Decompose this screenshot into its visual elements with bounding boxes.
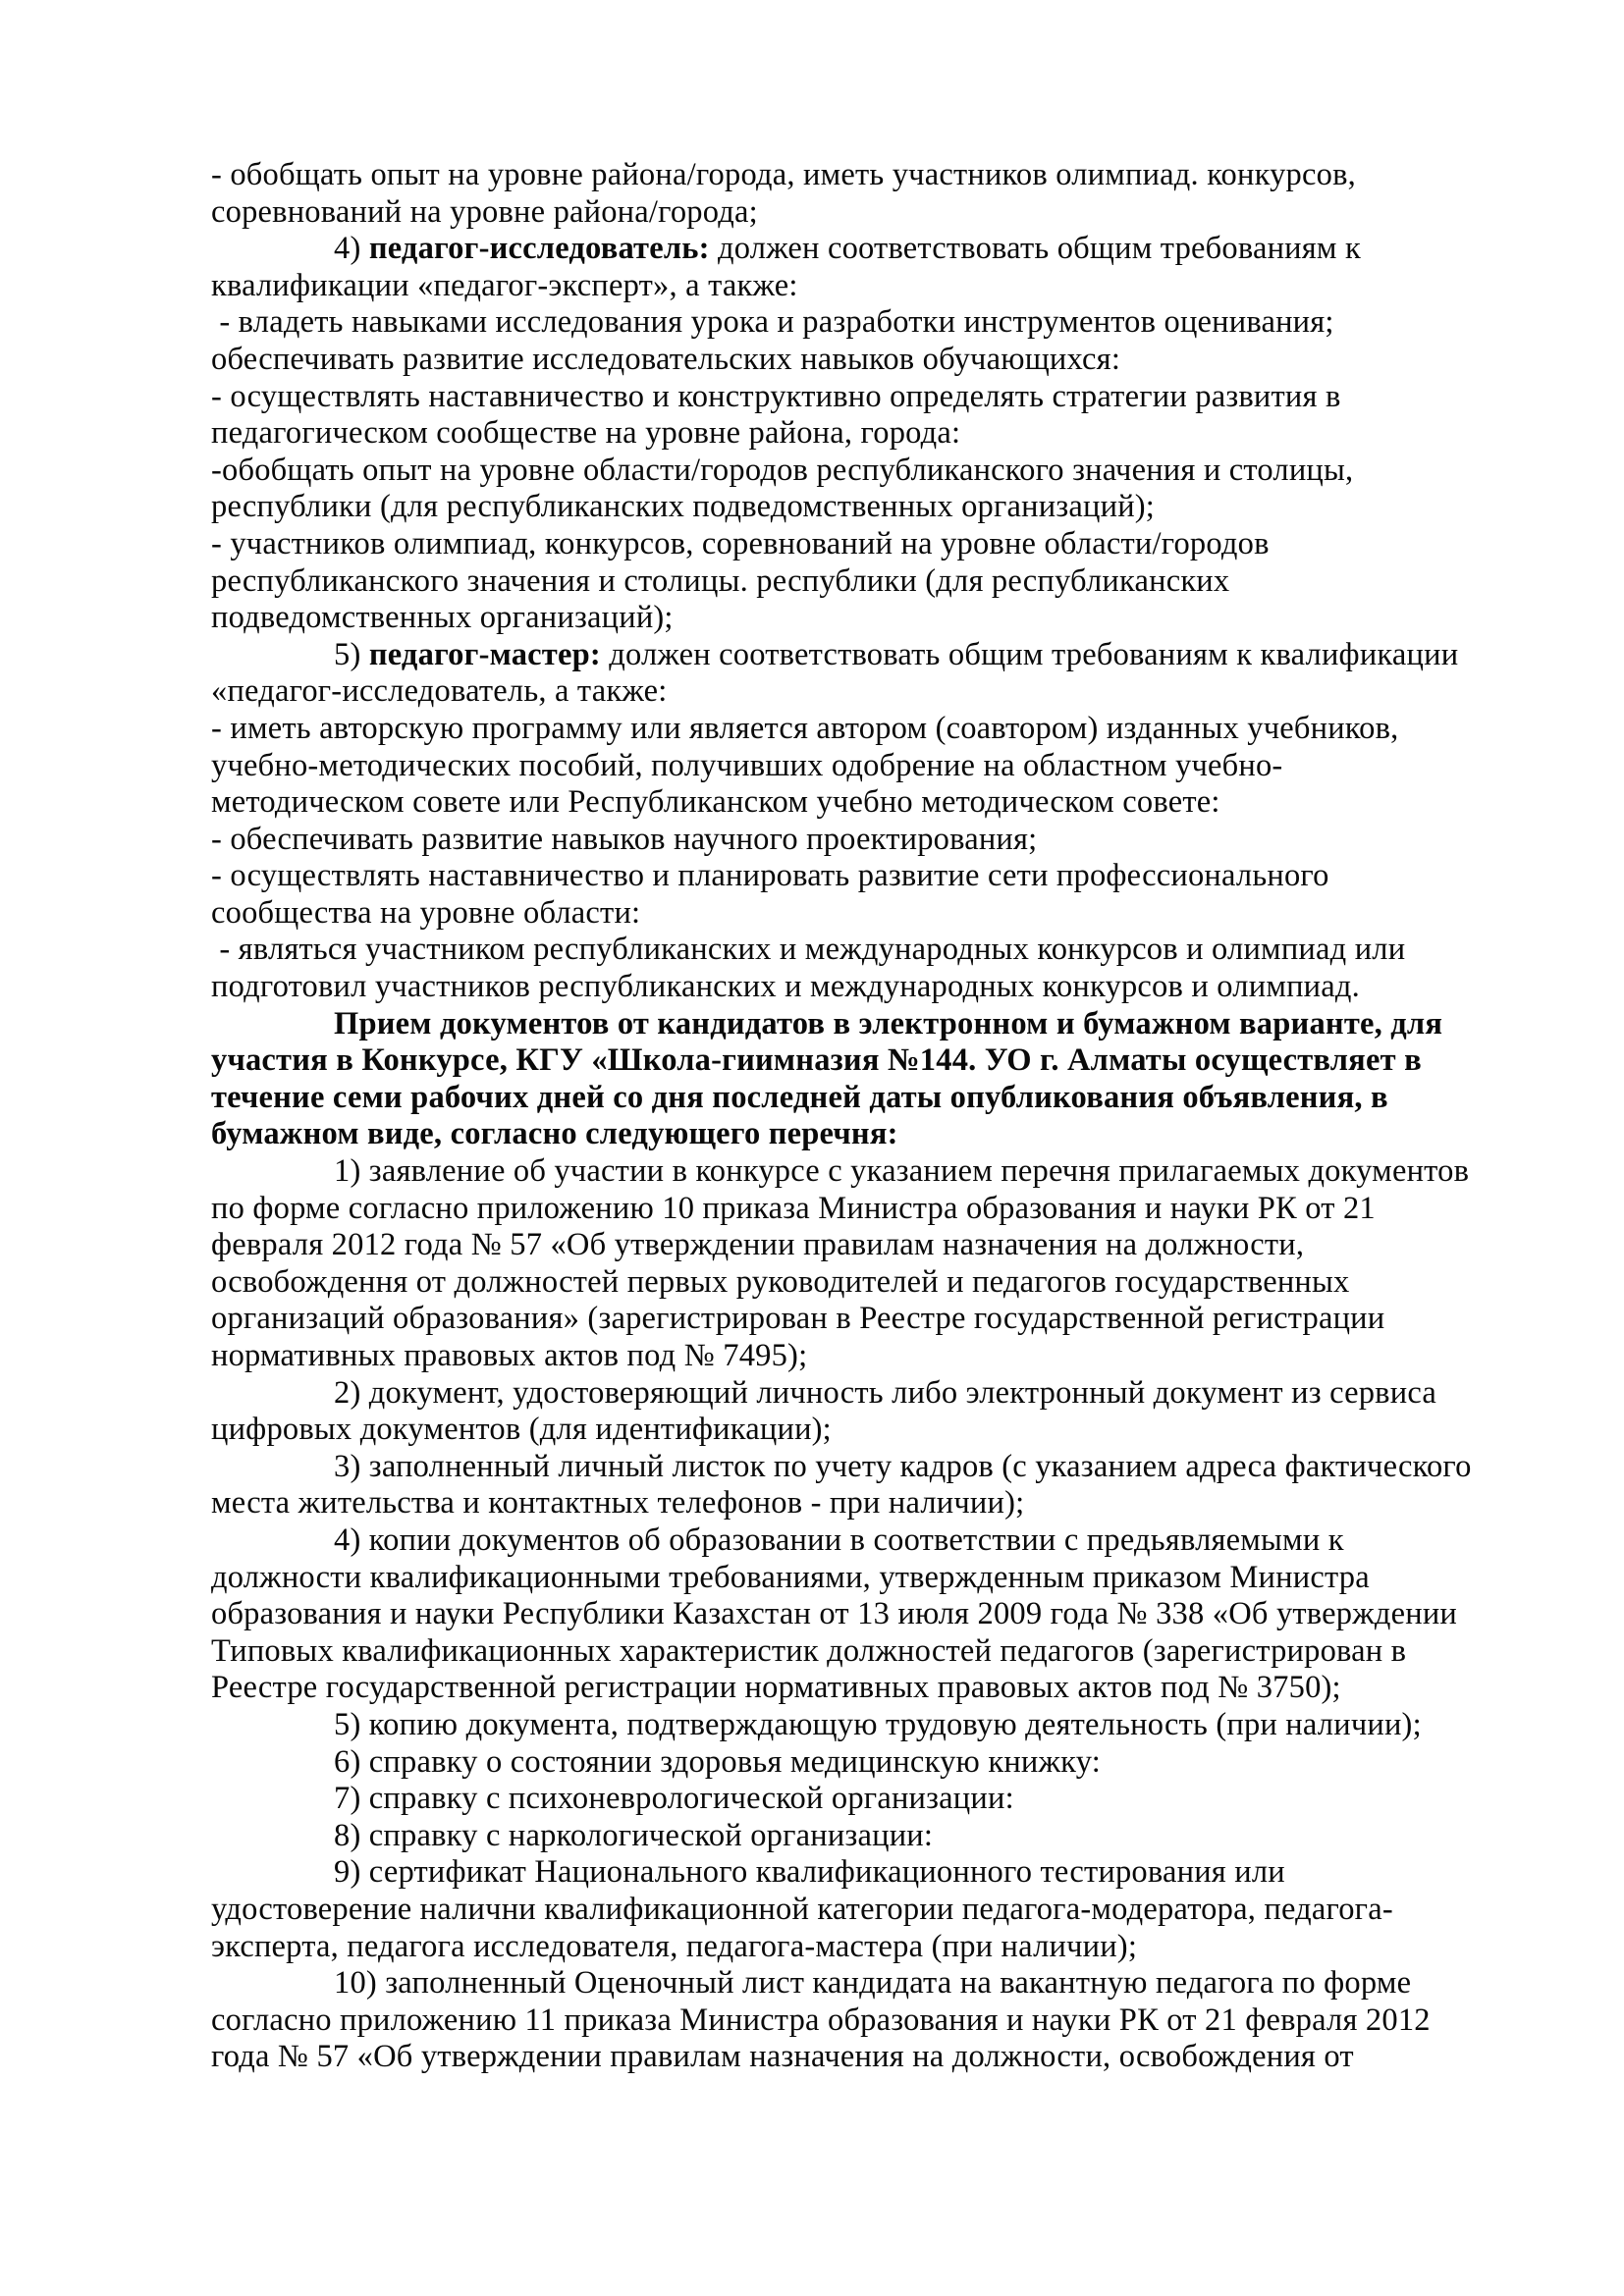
text-run: удостоверение налични квалификационной категории педагога-модератора, педагога- <box>211 1891 1393 1927</box>
paragraph <box>211 1153 1517 1375</box>
paragraph <box>211 1522 1517 1707</box>
text-run: 3) заполненный личный листок по учету кадров (с указанием адреса фактического <box>334 1448 1472 1484</box>
text-line <box>211 895 1517 933</box>
text-line <box>211 489 1517 526</box>
paragraph <box>211 379 1517 453</box>
text-run: - являться участником республиканских и международных конкурсов и олимпиад или <box>211 932 1406 968</box>
text-run: Типовых квалификационных характеристик должностей педагогов (зарегистрирован в <box>211 1632 1407 1669</box>
text-line <box>211 563 1517 601</box>
text-line <box>211 1781 1517 1818</box>
text-run: - осуществлять наставничество и конструктивно определять стратегии развития в <box>211 378 1341 414</box>
text-line <box>211 1227 1517 1264</box>
text-run: 8) справку с наркологической организации: <box>334 1817 934 1853</box>
text-run: февраля 2012 года № 57 «Об утверждении правилам назначения на должности, <box>211 1227 1305 1263</box>
text-run: -обобщать опыт на уровне области/городов республиканского значения и столицы, <box>211 452 1354 488</box>
text-line <box>211 1191 1517 1228</box>
paragraph <box>211 1818 1517 1855</box>
text-line <box>211 1301 1517 1338</box>
text-run: учебно-методических пособий, получивших одобрение на областном учебно- <box>211 747 1283 783</box>
text-run: по форме согласно приложению 10 приказа Министра образования и науки РК от 21 <box>211 1190 1376 1226</box>
text-line <box>211 932 1517 969</box>
text-line <box>211 1633 1517 1671</box>
paragraph <box>211 304 1517 378</box>
text-line <box>211 1338 1517 1375</box>
text-run: подготовил участников республиканских и международных конкурсов и олимпиад. <box>211 969 1360 1005</box>
text-run: - обеспечивать развитие навыков научного проектирования; <box>211 821 1038 857</box>
text-line <box>211 453 1517 490</box>
paragraph <box>211 932 1517 1005</box>
text-line <box>211 969 1517 1006</box>
bold-text-run: течение семи рабочих дней со дня последней даты опубликования объявления, в <box>211 1079 1388 1115</box>
text-run: методическом совете или Республиканском учебно методическом совете: <box>211 784 1220 821</box>
text-run: соревнований на уровне района/города; <box>211 193 758 230</box>
text-run: - осуществлять наставничество и планировать развитие сети профессионального <box>211 858 1329 894</box>
paragraph <box>211 453 1517 526</box>
text-line <box>211 1596 1517 1633</box>
text-run: 4) <box>334 231 369 267</box>
text-run: 4) копии документов об образовании в соответствии с предьявляемыми к <box>334 1522 1344 1558</box>
text-line <box>211 1929 1517 1966</box>
paragraph <box>211 858 1517 932</box>
text-run: 5) <box>334 636 369 672</box>
text-run: «педагог-исследователь, а также: <box>211 673 668 710</box>
text-line <box>211 342 1517 379</box>
text-run: обеспечивать развитие исследовательских навыков обучающихся: <box>211 341 1121 377</box>
text-line <box>211 526 1517 563</box>
text-run: 1) заявление об участии в конкурсе с указанием перечня прилагаемых документов <box>334 1153 1470 1190</box>
text-run: должен соответствовать общим требованиям к <box>709 231 1362 267</box>
text-run: 5) копию документа, подтверждающую трудовую деятельность (при наличии); <box>334 1706 1422 1742</box>
text-line <box>211 1116 1517 1153</box>
text-run: педагогическом сообществе на уровне района, города: <box>211 415 961 452</box>
text-run: освобождення от должностей первых руководителей и педагогов государственных <box>211 1263 1350 1300</box>
text-line <box>211 1485 1517 1522</box>
text-line <box>211 1522 1517 1560</box>
paragraph <box>211 1854 1517 1965</box>
text-line <box>211 2002 1517 2040</box>
text-line <box>211 415 1517 453</box>
text-line <box>211 1892 1517 1929</box>
text-line <box>211 1449 1517 1486</box>
text-line <box>211 784 1517 822</box>
bold-text-run: педагог-исследователь: <box>368 231 710 267</box>
text-run: нормативных правовых актов под № 7495); <box>211 1338 808 1373</box>
text-run: - иметь авторскую программу или является автором (соавтором) изданных учебников, <box>211 710 1399 746</box>
text-line <box>211 1080 1517 1117</box>
text-run: должен соответствовать общим требованиям к квалификации <box>600 636 1459 672</box>
text-line <box>211 1965 1517 2002</box>
paragraph <box>211 1744 1517 1782</box>
paragraph <box>211 711 1517 822</box>
text-line <box>211 1153 1517 1191</box>
text-run: 9) сертификат Национального квалификационного тестирования или <box>334 1854 1285 1891</box>
text-line <box>211 637 1517 674</box>
text-line <box>211 1042 1517 1080</box>
paragraph <box>211 526 1517 637</box>
text-line <box>211 1818 1517 1855</box>
paragraph <box>211 157 1517 231</box>
paragraph <box>211 1375 1517 1449</box>
text-run: - владеть навыками исследования урока и разработки инструментов оценивания; <box>211 304 1334 341</box>
text-line <box>211 1264 1517 1302</box>
text-line <box>211 1375 1517 1413</box>
text-line <box>211 1854 1517 1892</box>
text-line <box>211 858 1517 895</box>
text-line <box>211 268 1517 305</box>
bold-text-run: бумажном виде, согласно следующего перечня: <box>211 1116 898 1152</box>
text-line <box>211 1707 1517 1744</box>
paragraph <box>211 1707 1517 1744</box>
text-line <box>211 1670 1517 1707</box>
text-line <box>211 748 1517 785</box>
text-run: 6) справку о состоянии здоровья медицинскую книжку: <box>334 1743 1101 1780</box>
text-line <box>211 379 1517 416</box>
text-run: эксперта, педагога исследователя, педагога-мастера (при наличии); <box>211 1928 1138 1964</box>
text-run: образования и науки Республики Казахстан от 13 июля 2009 года № 338 «Об утверждении <box>211 1596 1458 1632</box>
text-line <box>211 1006 1517 1043</box>
text-run: - участников олимпиад, конкурсов, соревнований на уровне области/городов <box>211 525 1270 561</box>
text-run: года № 57 «Об утверждении правилам назначения на должности, освобождения от <box>211 2039 1354 2075</box>
text-line <box>211 231 1517 268</box>
paragraph <box>211 822 1517 859</box>
text-run: согласно приложению 11 приказа Министра образования и науки РК от 21 февраля 2012 <box>211 2002 1431 2038</box>
text-line <box>211 194 1517 232</box>
text-run: 2) документ, удостоверяющий личность либо электронный документ из сервиса <box>334 1374 1436 1411</box>
text-run: 10) заполненный Оценочный лист кандидата на вакантную педагога по форме <box>334 1965 1412 2002</box>
text-line <box>211 1560 1517 1597</box>
bold-text-run: участия в Конкурсе, КГУ «Школа-гиимназия №144. УО г. Алматы осуществляет в <box>211 1042 1422 1079</box>
text-line <box>211 600 1517 637</box>
text-line <box>211 304 1517 342</box>
paragraph <box>211 231 1517 304</box>
paragraph <box>211 1965 1517 2076</box>
text-run: места жительства и контактных телефонов - при наличии); <box>211 1485 1025 1522</box>
text-line <box>211 157 1517 194</box>
text-run: подведомственных организаций); <box>211 600 674 636</box>
paragraph <box>211 1006 1517 1153</box>
text-run: квалификации «педагог-эксперт», а также: <box>211 267 798 303</box>
text-line <box>211 711 1517 748</box>
text-run: должности квалификационными требованиями, утвержденным приказом Министра <box>211 1559 1370 1595</box>
bold-text-run: педагог-мастер: <box>368 636 601 672</box>
paragraph <box>211 1781 1517 1818</box>
text-run: цифровых документов (для идентификации); <box>211 1412 832 1448</box>
text-line <box>211 2039 1517 2076</box>
text-run: 7) справку с психоневрологической организации: <box>334 1781 1014 1817</box>
text-line <box>211 673 1517 711</box>
paragraph <box>211 637 1517 711</box>
text-run: республиканского значения и столицы. республики (для республиканских <box>211 562 1230 599</box>
text-run: Реестре государственной регистрации нормативных правовых актов под № 3750); <box>211 1670 1341 1706</box>
text-run: республики (для республиканских подведомственных организаций); <box>211 489 1156 525</box>
text-run: сообщества на уровне области: <box>211 894 641 931</box>
text-line <box>211 822 1517 859</box>
text-line <box>211 1412 1517 1449</box>
text-run: - обобщать опыт на уровне района/города, иметь участников олимпиад. конкурсов, <box>211 157 1356 192</box>
bold-text-run: Прием документов от кандидатов в электронном и бумажном варианте, для <box>334 1005 1443 1041</box>
text-line <box>211 1744 1517 1782</box>
text-run: организаций образования» (зарегистрирован в Реестре государственной регистрации <box>211 1301 1385 1337</box>
paragraph <box>211 1449 1517 1522</box>
document-content <box>211 157 1517 2076</box>
